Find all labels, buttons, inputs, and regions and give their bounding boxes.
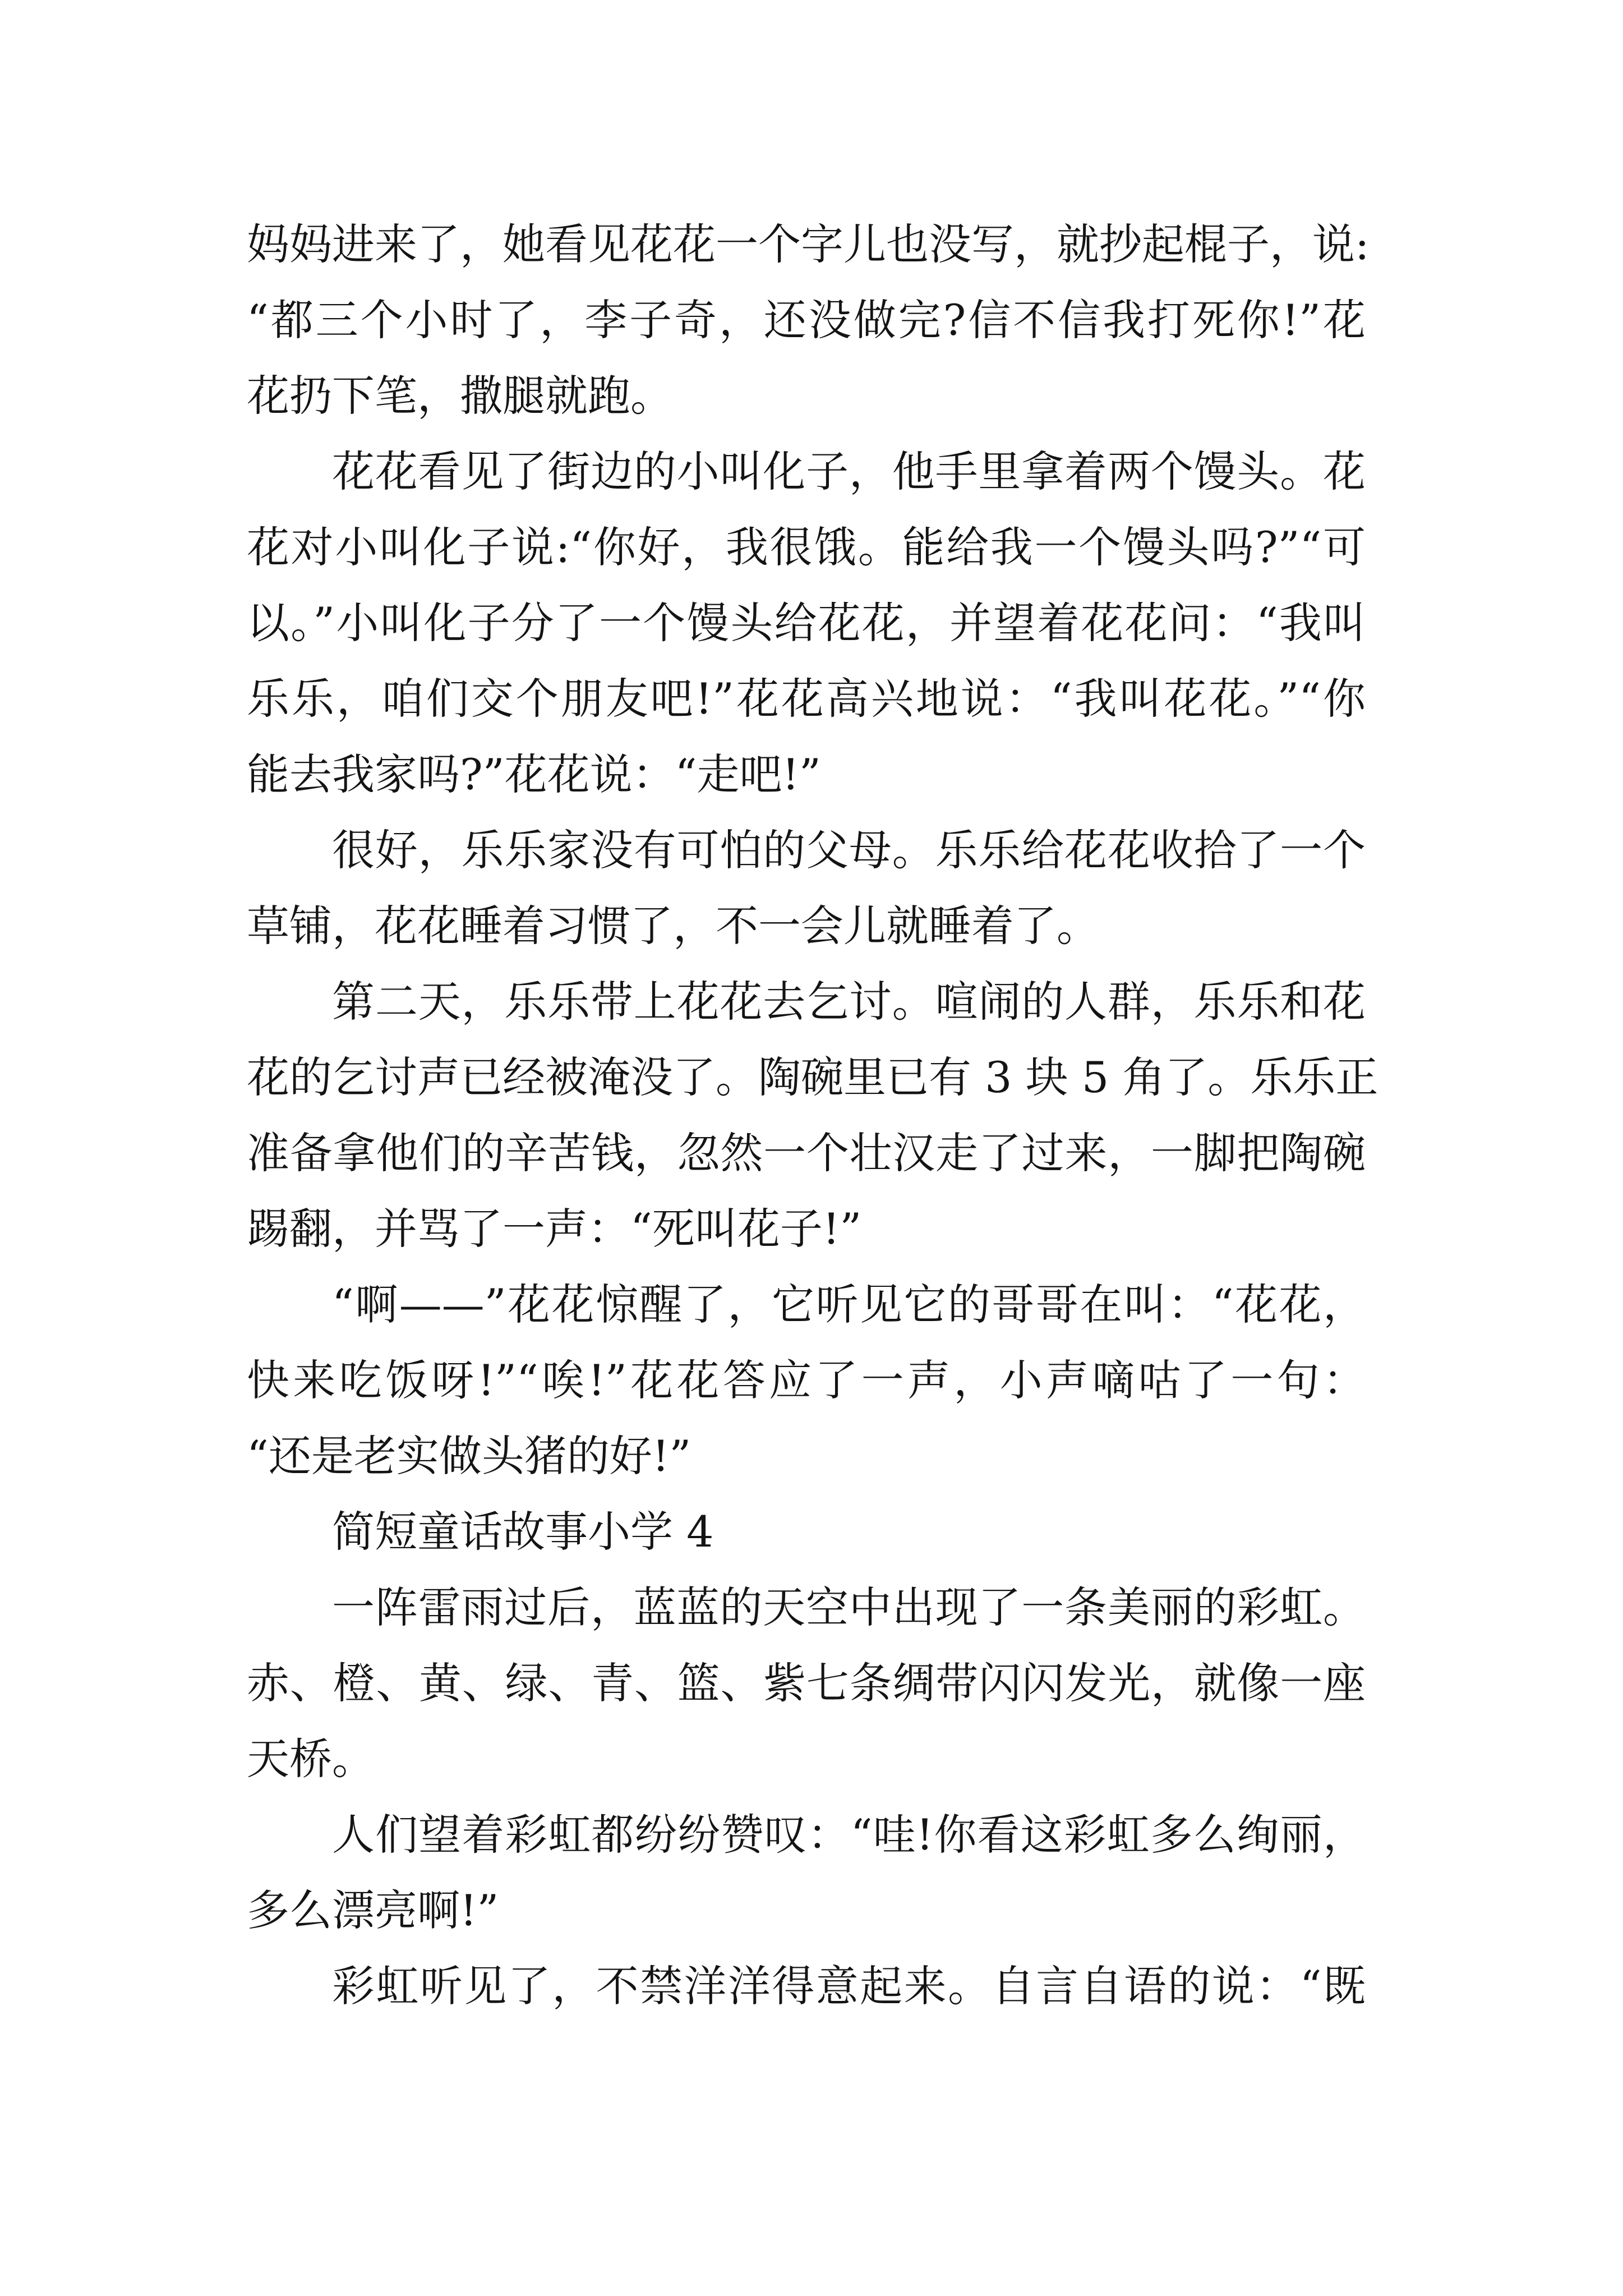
- paragraph: [247, 964, 1378, 1267]
- text-line: 多么漂亮啊!”: [247, 1885, 499, 1935]
- text-line: 快来吃饭呀!”“唉!”花花答应了一声，小声嘀咕了一句：: [247, 1355, 1366, 1405]
- text-line: 一阵雷雨过后，蓝蓝的天空中出现了一条美丽的彩虹。: [332, 1582, 1366, 1632]
- text-line: 妈妈进来了，她看见花花一个字儿也没写，就抄起棍子，说:: [247, 219, 1370, 269]
- paragraph: [247, 1948, 1366, 2024]
- text-line: 第二天，乐乐带上花花去乞讨。喧闹的人群，乐乐和花: [332, 977, 1366, 1027]
- text-line: 以。”小叫化子分了一个馒头给花花，并望着花花问：“我叫: [247, 598, 1366, 648]
- paragraph: [247, 1570, 1366, 1797]
- text-line: 花花看见了街边的小叫化子，他手里拿着两个馒头。花: [332, 447, 1366, 496]
- text-line: 很好，乐乐家没有可怕的父母。乐乐给花花收拾了一个: [332, 825, 1366, 875]
- document-page: [247, 206, 1378, 2024]
- paragraph: [247, 434, 1366, 812]
- text-line: 彩虹听见了，不禁洋洋得意起来。自言自语的说：“既: [332, 1961, 1366, 2011]
- section-heading-text: 简短童话故事小学 4: [332, 1507, 714, 1557]
- text-line: 赤、橙、黄、绿、青、篮、紫七条绸带闪闪发光，就像一座: [247, 1658, 1366, 1708]
- text-line: “啊——”花花惊醒了，它听见它的哥哥在叫：“花花，: [332, 1280, 1366, 1329]
- text-line: “还是老实做头猪的好!”: [247, 1431, 691, 1481]
- paragraph: [247, 812, 1366, 964]
- paragraph: [247, 1267, 1366, 1494]
- text-line: 人们望着彩虹都纷纷赞叹：“哇!你看这彩虹多么绚丽，: [332, 1810, 1366, 1860]
- text-line: 草铺，花花睡着习惯了，不一会儿就睡着了。: [247, 901, 1099, 951]
- paragraph: [247, 206, 1370, 434]
- text-line: 花对小叫化子说:“你好，我很饿。能给我一个馒头吗?”“可: [247, 522, 1366, 572]
- text-line: 花扔下笔，撒腿就跑。: [247, 371, 673, 421]
- text-line: 花的乞讨声已经被淹没了。陶碗里已有 3 块 5 角了。乐乐正: [247, 1052, 1378, 1102]
- text-line: 准备拿他们的辛苦钱，忽然一个壮汉走了过来，一脚把陶碗: [247, 1128, 1366, 1178]
- text-line: 能去我家吗?”花花说：“走吧!”: [247, 749, 821, 799]
- text-line: 天桥。: [247, 1734, 375, 1784]
- text-line: 踢翻，并骂了一声：“死叫花子!”: [247, 1204, 862, 1254]
- paragraph: [247, 1797, 1366, 1948]
- text-line: “都三个小时了，李子奇，还没做完?信不信我打死你!”花: [247, 295, 1366, 345]
- text-line: 乐乐，咱们交个朋友吧!”花花高兴地说：“我叫花花。”“你: [247, 674, 1366, 724]
- section-heading: [247, 1494, 1366, 1570]
